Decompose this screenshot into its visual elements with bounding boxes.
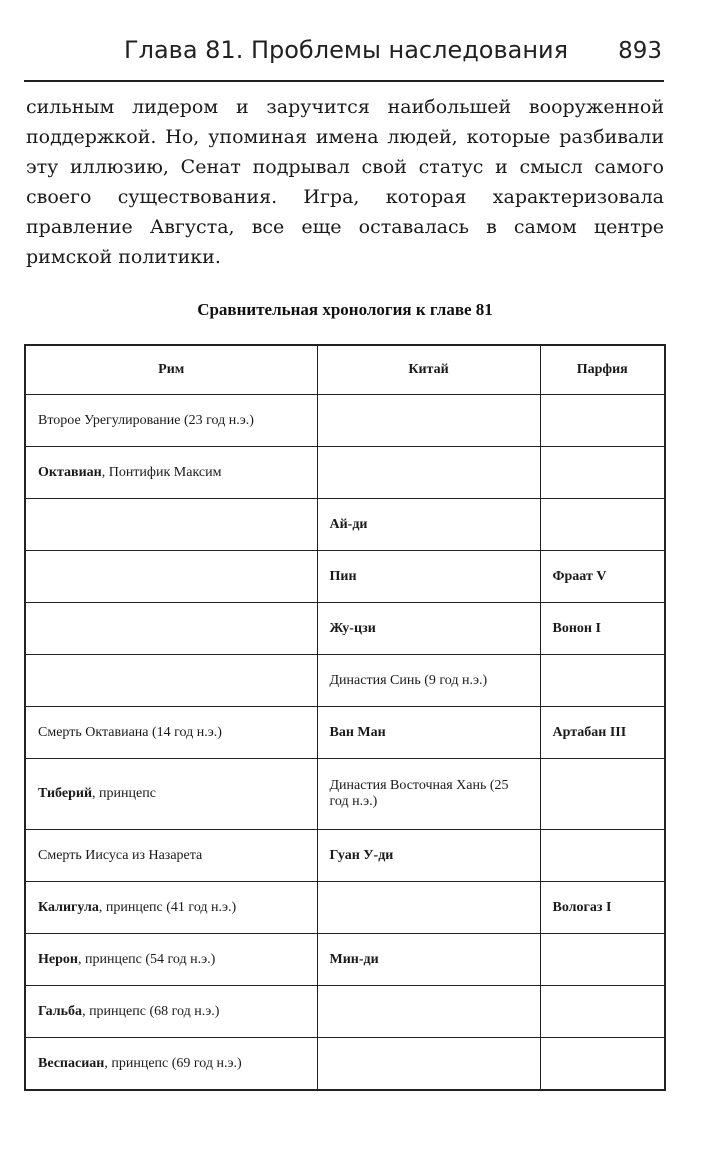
cell-parthia: Вологаз I: [540, 882, 665, 934]
cell-rome: [25, 499, 317, 551]
rome-event-text: , принцепс (69 год н.э.): [104, 1055, 242, 1071]
rome-event-text: , принцепс (41 год н.э.): [98, 899, 237, 915]
body-paragraph: сильным лидером и заручится наибольшей вооруженной поддержкой. Но, упоминая имена людей, которые разбивали эту иллюзию, Сенат подрывал свой статус и смысл самого своего существования. Игра, которая характеризовала правление Августа, все еще оставалась в самом центре римской политики.: [26, 96, 664, 268]
cell-rome: [25, 707, 317, 759]
cell-parthia: [540, 499, 665, 551]
table-row: [25, 395, 665, 447]
table-row: [25, 707, 665, 759]
cell-china: Гуан У-ди: [317, 830, 540, 882]
cell-rome: [25, 830, 317, 882]
cell-parthia: Вонон I: [540, 603, 665, 655]
rome-event-text: Смерть Иисуса из Назарета: [38, 847, 203, 863]
rome-ruler-name: Веспасиан: [38, 1055, 105, 1071]
cell-parthia: [540, 759, 665, 830]
table-row: [25, 499, 665, 551]
cell-china: Династия Восточная Хань (25 год н.э.): [317, 759, 540, 830]
cell-rome: [25, 882, 317, 934]
cell-china: [317, 986, 540, 1038]
rome-ruler-name: Нерон: [38, 951, 78, 967]
cell-rome: [25, 986, 317, 1038]
cell-parthia: [540, 1038, 665, 1091]
page-number: 893: [618, 38, 662, 64]
cell-china: Династия Синь (9 год н.э.): [317, 655, 540, 707]
cell-china: Пин: [317, 551, 540, 603]
cell-rome: [25, 934, 317, 986]
cell-parthia: Артабан III: [540, 707, 665, 759]
cell-china: [317, 882, 540, 934]
rome-event-text: , Понтифик Максим: [101, 464, 222, 480]
cell-rome: [25, 447, 317, 499]
cell-parthia: [540, 830, 665, 882]
rome-ruler-name: Октавиан: [38, 464, 102, 480]
rome-event-text: Второе Урегулирование (23 год н.э.): [38, 412, 254, 428]
rome-event-text: , принцепс (54 год н.э.): [77, 951, 216, 967]
rome-event-text: Смерть Октавиана (14 год н.э.): [38, 724, 222, 740]
table-row: [25, 882, 665, 934]
cell-rome: [25, 759, 317, 830]
cell-parthia: [540, 447, 665, 499]
table-header-row: [25, 345, 665, 395]
column-header-china: Китай: [317, 345, 540, 395]
cell-parthia: [540, 655, 665, 707]
cell-rome: [25, 1038, 317, 1091]
rome-event-text: , принцепс (68 год н.э.): [82, 1003, 220, 1019]
column-header-parthia: Парфия: [540, 345, 665, 395]
page-header: [24, 30, 664, 82]
column-header-rome: Рим: [25, 345, 317, 395]
rome-event-text: , принцепс: [92, 786, 156, 801]
cell-rome: [25, 655, 317, 707]
table-row: [25, 551, 665, 603]
cell-parthia: [540, 934, 665, 986]
table-row: [25, 934, 665, 986]
cell-china: Мин-ди: [317, 934, 540, 986]
table-row: [25, 830, 665, 882]
chapter-title: Глава 81. Проблемы наследования: [124, 36, 569, 64]
cell-china: [317, 447, 540, 499]
cell-china: Ван Ман: [317, 707, 540, 759]
cell-rome: [25, 603, 317, 655]
chronology-table: [24, 344, 666, 1091]
cell-rome: [25, 551, 317, 603]
cell-rome: [25, 395, 317, 447]
table-row: [25, 603, 665, 655]
cell-china: Ай-ди: [317, 499, 540, 551]
cell-parthia: Фраат V: [540, 551, 665, 603]
cell-china: Жу-цзи: [317, 603, 540, 655]
rome-ruler-name: Гальба: [38, 1003, 83, 1019]
table-title: Сравнительная хронология к главе 81: [197, 300, 493, 319]
table-row: [25, 986, 665, 1038]
cell-china: [317, 395, 540, 447]
rome-ruler-name: Тиберий: [38, 786, 93, 801]
cell-parthia: [540, 986, 665, 1038]
cell-parthia: [540, 395, 665, 447]
cell-china: [317, 1038, 540, 1091]
rome-ruler-name: Калигула: [38, 899, 99, 915]
table-row: [25, 1038, 665, 1091]
table-row: [25, 759, 665, 830]
table-row: [25, 655, 665, 707]
table-row: [25, 447, 665, 499]
